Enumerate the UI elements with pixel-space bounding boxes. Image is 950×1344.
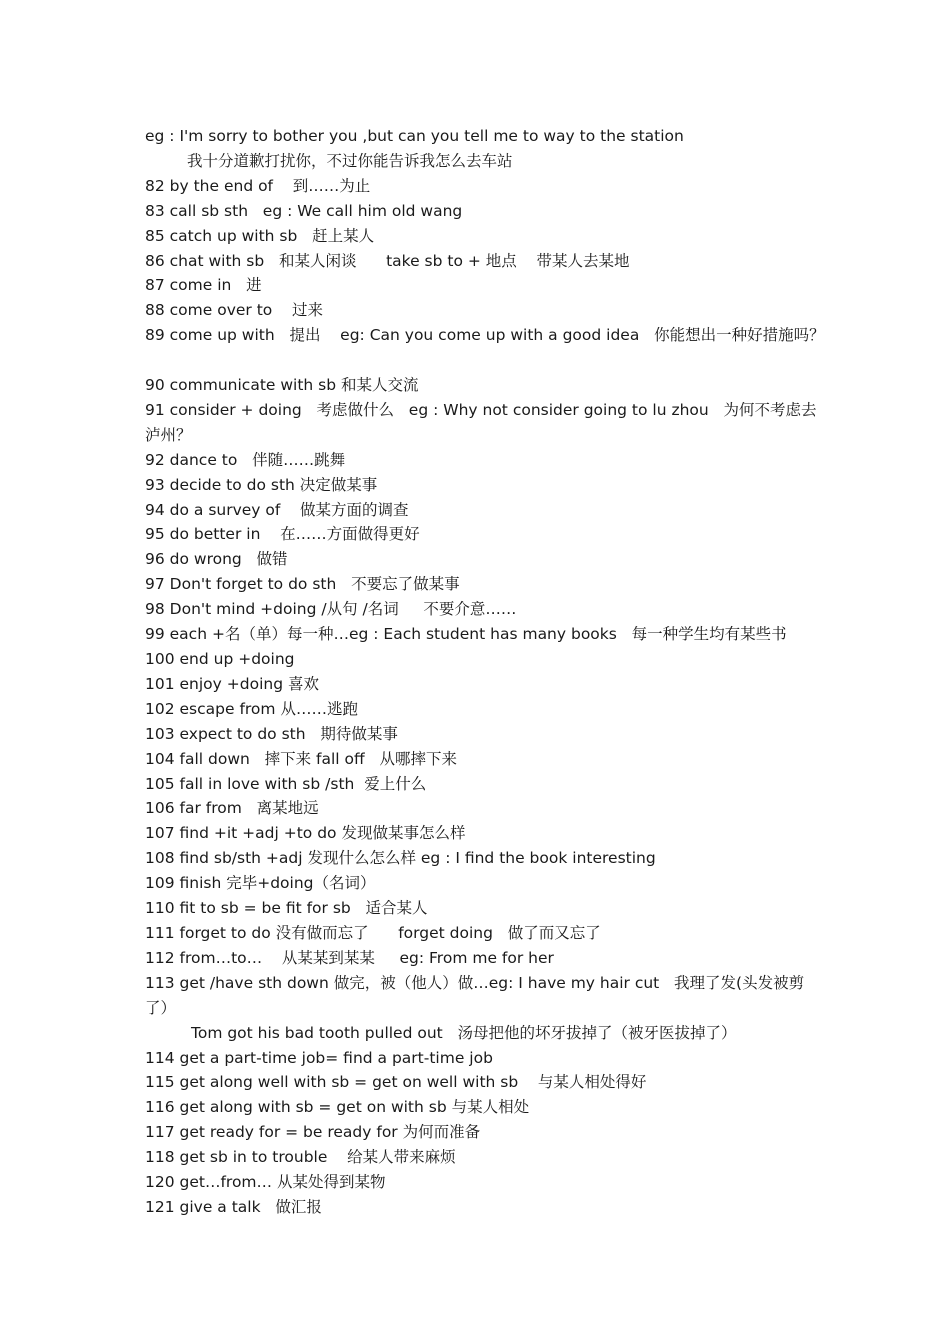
list-item: 116 get along with sb = get on with sb 与某人相处 [145, 1098, 530, 1117]
list-item: 88 come over to 过来 [145, 301, 323, 320]
list-item: 104 fall down 摔下来 fall off 从哪摔下来 [145, 749, 457, 768]
list-item: 113 get /have sth down 做完，被（他人）做…eg: I have my hair cut 我理了发(头发被剪 [145, 973, 805, 992]
list-item: 102 escape from 从……逃跑 [145, 699, 358, 718]
list-item: 91 consider + doing 考虑做什么 eg : Why not consider going to lu zhou 为何不考虑去 [145, 400, 817, 419]
list-item: 90 communicate with sb 和某人交流 [145, 376, 419, 395]
list-item: 101 enjoy +doing 喜欢 [145, 674, 319, 693]
list-item: 121 give a talk 做汇报 [145, 1197, 322, 1216]
list-item: 109 finish 完毕+doing（名词） [145, 874, 376, 893]
list-item: 95 do better in 在……方面做得更好 [145, 525, 420, 544]
list-item: 114 get a part-time job= find a part-time job [145, 1048, 493, 1067]
list-item: 108 find sb/sth +adj 发现什么怎么样 eg : I find the book interesting [145, 849, 656, 868]
vocabulary-list [145, 124, 825, 1220]
list-item: 106 far from 离某地远 [145, 799, 319, 818]
list-item: 82 by the end of 到……为止 [145, 176, 371, 195]
list-item: 110 fit to sb = be fit for sb 适合某人 [145, 899, 428, 918]
list-item: 97 Don't forget to do sth 不要忘了做某事 [145, 575, 460, 594]
list-item: 99 each +名（单）每一种…eg : Each student has many books 每一种学生均有某些书 [145, 625, 787, 644]
list-item: 85 catch up with sb 赶上某人 [145, 226, 375, 245]
list-item: 105 fall in love with sb /sth 爱上什么 [145, 774, 427, 793]
list-item: 115 get along well with sb = get on well with sb 与某人相处得好 [145, 1073, 647, 1092]
text-line: eg : I'm sorry to bother you ,but can you tell me to way to the station [145, 127, 684, 145]
list-item: 98 Don't mind +doing /从句 /名词 不要介意…… [145, 600, 517, 619]
list-item: 94 do a survey of 做某方面的调查 [145, 500, 409, 519]
list-item: 83 call sb sth eg : We call him old wang [145, 201, 463, 220]
text-line: 了） [145, 998, 177, 1017]
list-item: 87 come in 进 [145, 276, 262, 295]
list-item: 89 come up with 提出 eg: Can you come up with a good idea 你能想出一种好措施吗？ [145, 326, 825, 345]
list-item: 111 forget to do 没有做而忘了 forget doing 做了而又忘了 [145, 923, 601, 942]
text-line: Tom got his bad tooth pulled out 汤母把他的坏牙拔掉了（被牙医拔掉了） [191, 1023, 737, 1042]
list-item: 117 get ready for = be ready for 为何而准备 [145, 1123, 481, 1142]
list-item: 103 expect to do sth 期待做某事 [145, 724, 398, 743]
list-item: 107 find +it +adj +to do 发现做某事怎么样 [145, 824, 466, 843]
list-item: 96 do wrong 做错 [145, 550, 288, 569]
list-item: 100 end up +doing [145, 650, 295, 669]
list-item: 118 get sb in to trouble 给某人带来麻烦 [145, 1148, 456, 1167]
text-line: 我十分道歉打扰你，不过你能告诉我怎么去车站 [187, 151, 513, 170]
list-item: 92 dance to 伴随……跳舞 [145, 450, 346, 469]
text-line: 泸州？ [145, 425, 192, 444]
list-item: 86 chat with sb 和某人闲谈 take sb to + 地点 带某人去某地 [145, 251, 630, 270]
list-item: 120 get…from… 从某处得到某物 [145, 1173, 386, 1192]
list-item: 112 from…to… 从某某到某某 eg: From me for her [145, 948, 554, 967]
blank-line [145, 348, 825, 373]
list-item: 93 decide to do sth 决定做某事 [145, 475, 378, 494]
